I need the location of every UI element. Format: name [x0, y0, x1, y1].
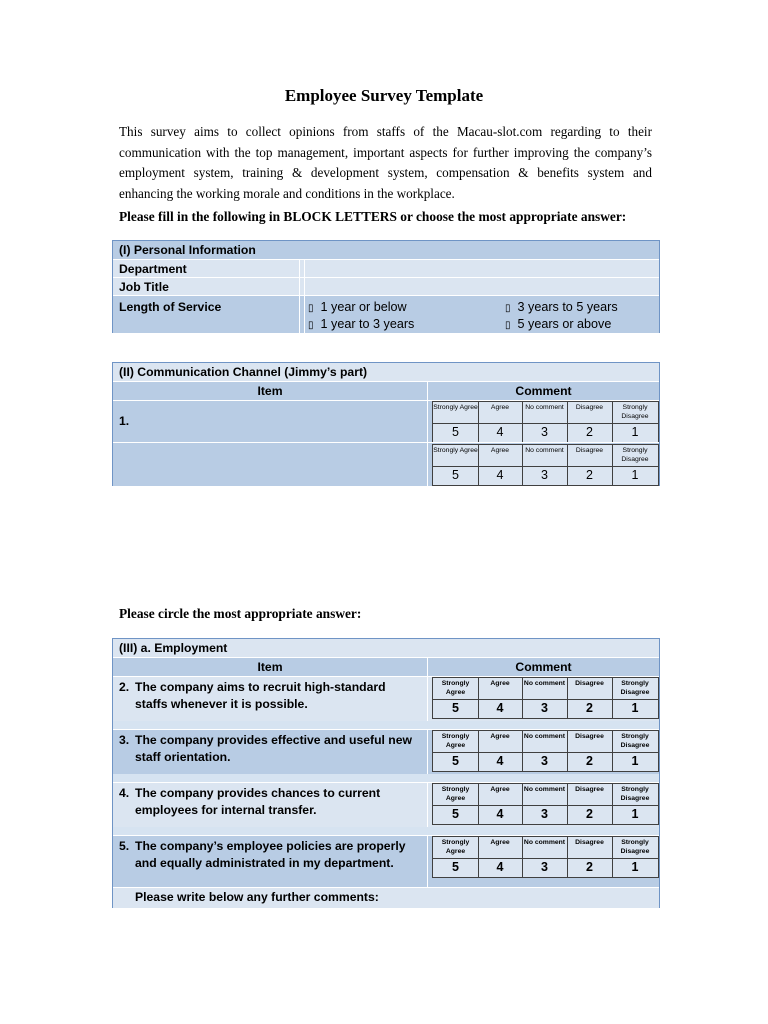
rating-4[interactable]: 4	[496, 425, 504, 439]
page-title: Employee Survey Template	[284, 86, 484, 105]
rating-5[interactable]: 5	[452, 807, 459, 821]
no-comment-label: No comment	[523, 680, 566, 687]
personal-info-table	[112, 240, 660, 333]
rating-4[interactable]: 4	[496, 754, 504, 768]
rating-2[interactable]: 2	[586, 754, 593, 768]
item-text-line1: The company provides chances to current	[135, 786, 381, 800]
strongly-agree-label: Strongly Agree	[433, 404, 478, 411]
item-text-line2: and equally administrated in my department.	[135, 856, 394, 870]
checkbox-icon[interactable]: ▯	[505, 320, 511, 331]
employment-table	[112, 638, 660, 908]
service-option-4[interactable]: ▯ 5 years or above	[505, 317, 612, 331]
comment-header: Comment	[515, 384, 572, 398]
job-title-label: Job Title	[119, 280, 169, 294]
communication-item-2	[113, 442, 659, 486]
item-number: 5.	[119, 839, 130, 853]
item-number: 3.	[119, 733, 130, 747]
communication-table	[112, 362, 660, 486]
department-label: Department	[119, 262, 187, 276]
length-of-service-row	[113, 295, 659, 333]
rating-4[interactable]: 4	[496, 701, 504, 715]
strongly-agree-label: Strongly Agree	[441, 733, 470, 749]
rating-5[interactable]: 5	[452, 425, 459, 439]
service-option-2[interactable]: ▯ 1 year to 3 years	[308, 317, 415, 331]
communication-heading: (II) Communication Channel (Jimmy’s part)	[119, 365, 368, 379]
intro-paragraph: This survey aims to collect opinions from staffs of the Macau-slot.com regarding to their communication with the top management, important aspects for further improving the company’s employment system, training & development system, compensation & benefits system and enhancing the working morale and conditions in the workplace.	[119, 124, 652, 201]
item-number: 1.	[119, 414, 130, 428]
no-comment-label: No comment	[523, 839, 566, 846]
rating-4[interactable]: 4	[496, 807, 504, 821]
further-comments-row[interactable]	[113, 887, 659, 908]
disagree-label: Disagree	[575, 839, 604, 846]
rating-3[interactable]: 3	[541, 754, 548, 768]
personal-info-heading: (I) Personal Information	[119, 243, 256, 257]
item-text-line2: staffs whenever it is possible.	[135, 697, 308, 711]
item-header: Item	[257, 384, 283, 398]
employment-heading: (III) a. Employment	[119, 641, 228, 655]
employment-heading-row	[113, 639, 659, 657]
strongly-disagree-label: Strongly Disagree	[620, 786, 650, 802]
item-number: 4.	[119, 786, 130, 800]
rating-scale[interactable]	[432, 401, 659, 443]
strongly-agree-label: Strongly Agree	[441, 680, 470, 696]
rating-scale[interactable]	[432, 783, 659, 825]
rating-2[interactable]: 2	[586, 468, 593, 482]
rating-4[interactable]: 4	[496, 468, 504, 482]
item-header: Item	[257, 660, 283, 674]
department-field[interactable]	[305, 260, 659, 278]
department-row	[113, 259, 659, 278]
rating-scale[interactable]	[432, 444, 659, 486]
instruction-text: Please fill in the following in BLOCK LETTERS or choose the most appropriate answer:	[119, 209, 627, 224]
further-comments-label: Please write below any further comments:	[135, 890, 379, 904]
rating-1[interactable]: 1	[631, 754, 639, 768]
strongly-disagree-label: Strongly Disagree	[621, 404, 649, 420]
rating-scale[interactable]	[432, 836, 659, 878]
strongly-agree-label: Strongly Agree	[433, 447, 478, 454]
rating-1[interactable]: 1	[631, 425, 639, 439]
item-text-line1: The company’s employee policies are properly	[135, 839, 406, 853]
agree-label: Agree	[490, 733, 510, 740]
strongly-disagree-label: Strongly Disagree	[620, 839, 650, 855]
rating-2[interactable]: 2	[586, 860, 593, 874]
comment-header: Comment	[515, 660, 572, 674]
agree-label: Agree	[490, 447, 510, 454]
rating-1[interactable]: 1	[631, 468, 639, 482]
rating-3[interactable]: 3	[541, 425, 548, 439]
rating-1[interactable]: 1	[631, 860, 639, 874]
checkbox-icon[interactable]: ▯	[505, 303, 511, 314]
agree-label: Agree	[490, 839, 510, 846]
service-option-1[interactable]: ▯ 1 year or below	[308, 300, 407, 314]
strongly-agree-label: Strongly Agree	[441, 786, 470, 802]
disagree-label: Disagree	[575, 680, 604, 687]
communication-header-row	[113, 381, 659, 401]
rating-3[interactable]: 3	[541, 807, 548, 821]
communication-item-1	[113, 400, 659, 443]
disagree-label: Disagree	[575, 786, 604, 793]
rating-1[interactable]: 1	[631, 807, 639, 821]
job-title-row	[113, 277, 659, 296]
strongly-disagree-label: Strongly Disagree	[620, 680, 650, 696]
checkbox-icon[interactable]: ▯	[308, 320, 314, 331]
employment-item-5	[113, 835, 659, 888]
personal-info-heading-row	[113, 241, 659, 259]
item-number: 2.	[119, 680, 130, 694]
agree-label: Agree	[490, 680, 510, 687]
rating-3[interactable]: 3	[541, 468, 548, 482]
service-option-3[interactable]: ▯ 3 years to 5 years	[505, 300, 618, 314]
employment-item-3	[113, 729, 659, 774]
item-text-line1: The company aims to recruit high-standard	[135, 680, 386, 694]
checkbox-icon[interactable]: ▯	[308, 303, 314, 314]
rating-2[interactable]: 2	[586, 425, 593, 439]
no-comment-label: No comment	[525, 404, 564, 411]
disagree-label: Disagree	[575, 447, 604, 454]
rating-5[interactable]: 5	[452, 860, 459, 874]
employment-item-4	[113, 782, 659, 827]
disagree-label: Disagree	[575, 404, 604, 411]
rating-5[interactable]: 5	[452, 468, 459, 482]
rating-5[interactable]: 5	[452, 754, 459, 768]
agree-label: Agree	[490, 404, 510, 411]
item-text-line1: The company provides effective and useful new	[135, 733, 412, 747]
job-title-field[interactable]	[305, 278, 659, 296]
rating-3[interactable]: 3	[541, 701, 548, 715]
strongly-disagree-label: Strongly Disagree	[620, 733, 650, 749]
rating-2[interactable]: 2	[586, 807, 593, 821]
no-comment-label: No comment	[523, 733, 566, 740]
no-comment-label: No comment	[523, 786, 566, 793]
employment-item-2	[113, 676, 659, 721]
rating-scale[interactable]	[432, 730, 659, 772]
rating-2[interactable]: 2	[586, 701, 593, 715]
rating-scale[interactable]	[432, 677, 659, 719]
employment-header-row	[113, 657, 659, 677]
circle-instruction: Please circle the most appropriate answer:	[119, 606, 362, 621]
no-comment-label: No comment	[525, 447, 564, 454]
rating-5[interactable]: 5	[452, 701, 459, 715]
agree-label: Agree	[490, 786, 510, 793]
rating-4[interactable]: 4	[496, 860, 504, 874]
strongly-disagree-label: Strongly Disagree	[621, 447, 649, 463]
strongly-agree-label: Strongly Agree	[441, 839, 470, 855]
communication-heading-row	[113, 363, 659, 381]
item-text-line2: staff orientation.	[135, 750, 231, 764]
disagree-label: Disagree	[575, 733, 604, 740]
rating-3[interactable]: 3	[541, 860, 548, 874]
length-of-service-label: Length of Service	[119, 300, 222, 314]
rating-1[interactable]: 1	[631, 701, 639, 715]
item-text-line2: employees for internal transfer.	[135, 803, 317, 817]
